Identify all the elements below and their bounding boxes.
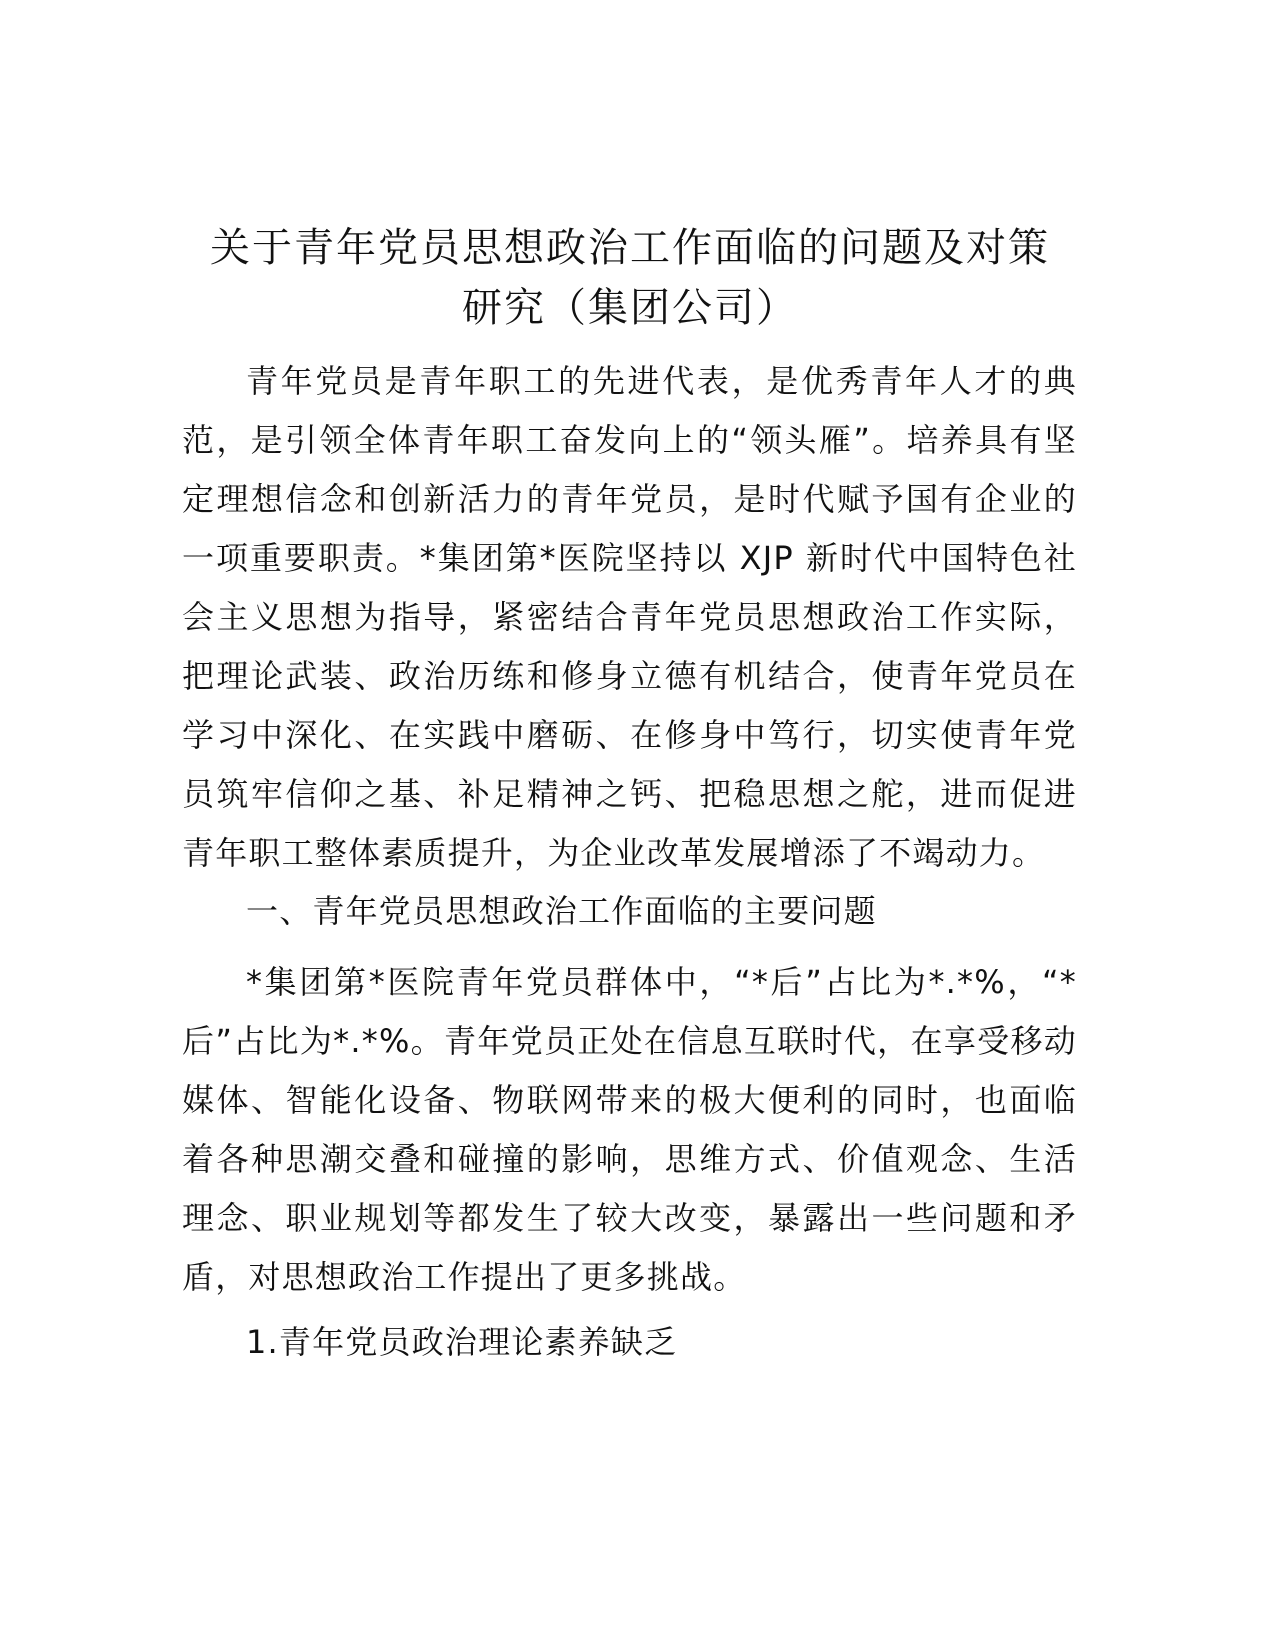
section-heading-1: 一、青年党员思想政治工作面临的主要问题 (246, 892, 877, 930)
intro-paragraph: 青年党员是青年职工的先进代表，是优秀青年人才的典范，是引领全体青年职工奋发向上的“领头雁”。培养具有坚定理想信念和创新活力的青年党员，是时代赋予国有企业的一项重要职责。*集团第*医院坚持以 XJP 新时代中国特色社会主义思想为指导，紧密结合青年党员思想政治工作实际，把理论武装、政治历练和修身立德有机结合，使青年党员在学习中深化、在实践中磨砺、在修身中笃行，切实使青年党员筑牢信仰之基、补足精神之钙、把稳思想之舵，进而促进青年职工整体素质提升，为企业改革发展增添了不竭动力。 (182, 362, 1077, 872)
title-line-1: 关于青年党员思想政治工作面临的问题及对策 (210, 225, 1050, 271)
title-line-2: 研究（集团公司） (462, 285, 798, 331)
section-paragraph-1: *集团第*医院青年党员群体中，“*后”占比为*.*%，“*后”占比为*.*%。青年党员正处在信息互联时代，在享受移动媒体、智能化设备、物联网带来的极大便利的同时，也面临着各种思潮交叠和碰撞的影响，思维方式、价值观念、生活理念、职业规划等都发生了较大改变，暴露出一些问题和矛盾，对思想政治工作提出了更多挑战。 (182, 963, 1077, 1296)
document-title (180, 218, 1080, 338)
subsection-heading-1: 1.青年党员政治理论素养缺乏 (246, 1323, 678, 1361)
